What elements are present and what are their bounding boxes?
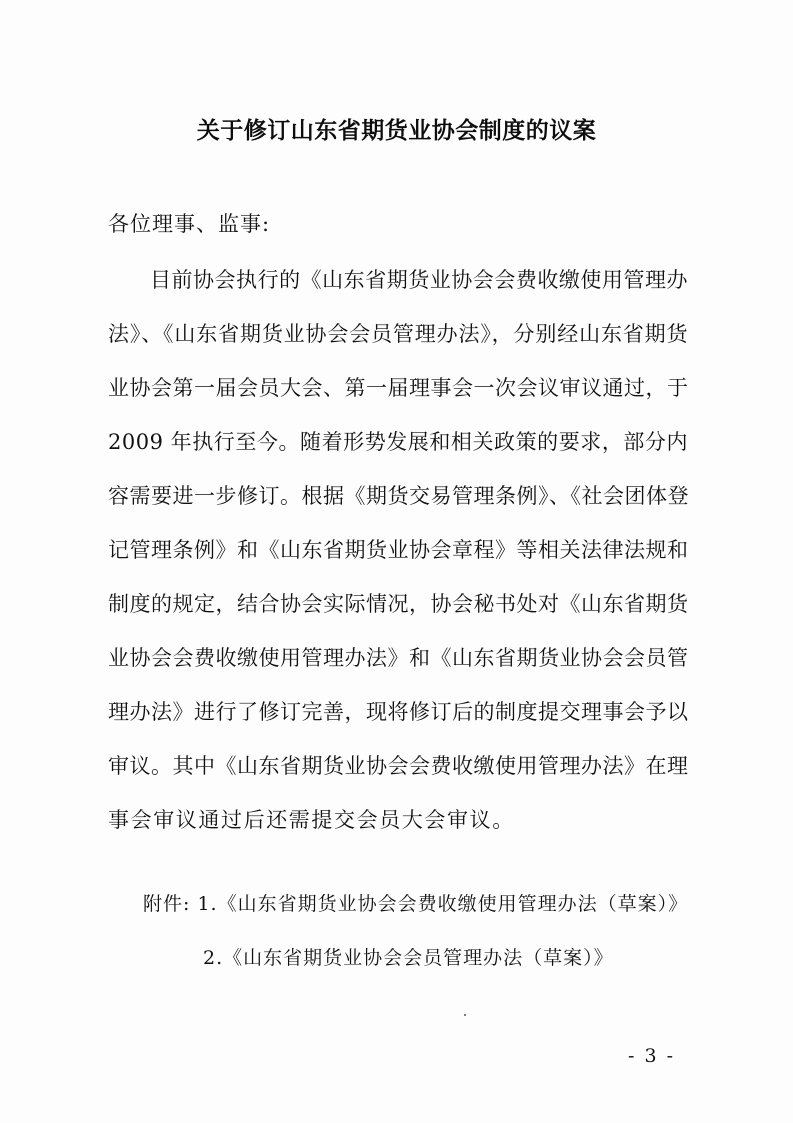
- salutation: 各位理事、监事:: [108, 212, 271, 236]
- body-line-10: 审议。其中《山东省期货业协会会费收缴使用管理办法》在理: [108, 754, 689, 778]
- attachment-1: 附件: 1.《山东省期货业协会会费收缴使用管理办法（草案）》: [143, 893, 689, 915]
- body-line-11: 事会审议通过后还需提交会员大会审议。: [108, 808, 515, 832]
- scan-speck: [464, 1014, 466, 1016]
- body-line-7: 制度的规定，结合协会实际情况，协会秘书处对《山东省期货: [108, 592, 689, 616]
- attachment-2: 2.《山东省期货业协会会员管理办法（草案）》: [203, 947, 614, 969]
- document-title: 关于修订山东省期货业协会制度的议案: [196, 117, 597, 144]
- body-line-8: 业协会会费收缴使用管理办法》和《山东省期货业协会会员管: [108, 646, 689, 670]
- body-line-6: 记管理条例》和《山东省期货业协会章程》等相关法律法规和: [108, 538, 689, 562]
- body-line-5: 容需要进一步修订。根据《期货交易管理条例》、《社会团体登: [108, 484, 689, 508]
- page-number: - 3 -: [628, 1045, 676, 1067]
- body-line-4: 2009 年执行至今。随着形势发展和相关政策的要求，部分内: [108, 430, 688, 454]
- body-line-9: 理办法》进行了修订完善，现将修订后的制度提交理事会予以: [108, 700, 689, 724]
- body-line-2: 法》、《山东省期货业协会会员管理办法》，分别经山东省期货: [108, 322, 688, 346]
- body-line-1: 目前协会执行的《山东省期货业协会会费收缴使用管理办: [150, 268, 688, 292]
- body-line-3: 业协会第一届会员大会、第一届理事会一次会议审议通过，于: [108, 376, 689, 400]
